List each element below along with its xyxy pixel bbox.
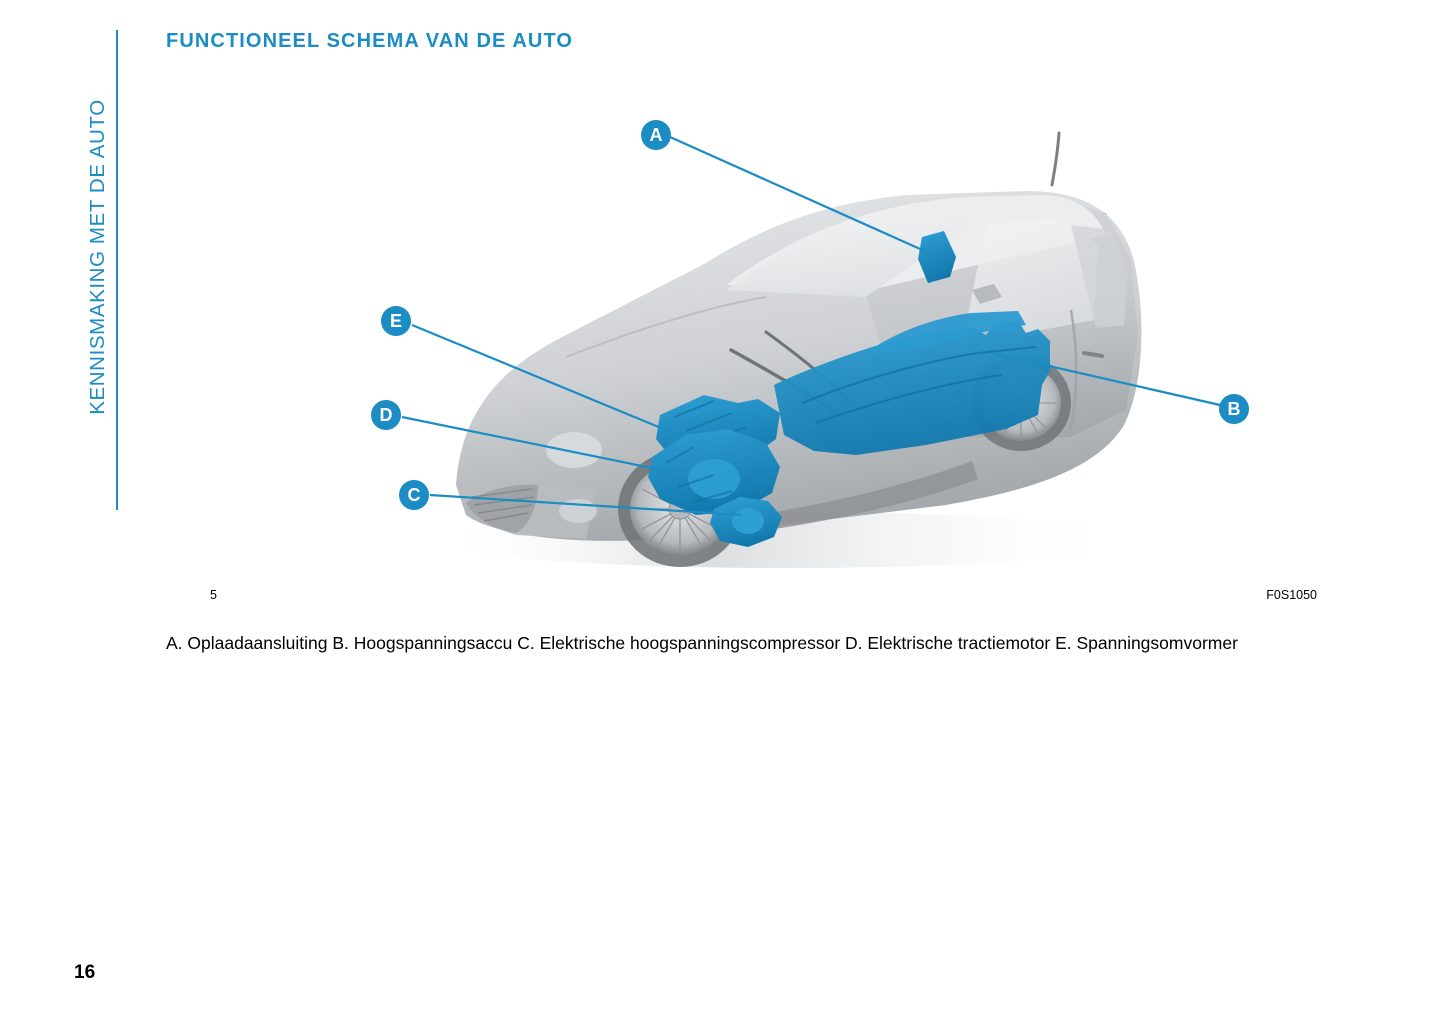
page-title: FUNCTIONEEL SCHEMA VAN DE AUTO [166, 30, 574, 52]
callout-label-a: A [649, 125, 663, 145]
figure-caption: A. Oplaadaansluiting B. Hoogspanningsaccu C. Elektrische hoogspanningscompressor D. Elektrische tractiemotor E. Spanningsomvormer [166, 633, 1238, 653]
chapter-tab-rule [116, 30, 118, 510]
callout-marker-e [381, 306, 411, 336]
callout-label-c: C [407, 485, 421, 505]
vehicle-schematic-figure [166, 85, 1316, 585]
callout-label-d: D [379, 405, 393, 425]
callout-label-e: E [389, 311, 403, 331]
headlight [546, 432, 602, 468]
callout-marker-b [1219, 394, 1249, 424]
chapter-tab-label: KENNISMAKING MET DE AUTO [86, 99, 109, 415]
figure-code: F0S1050 [1266, 588, 1317, 602]
page-number: 16 [74, 962, 96, 983]
callout-marker-c [399, 480, 429, 510]
callout-marker-d [371, 400, 401, 430]
chapter-side-tab [78, 30, 118, 510]
vehicle-schematic-illustration [166, 85, 1316, 585]
callout-label-b: B [1227, 399, 1241, 419]
roof-antenna [1052, 133, 1059, 185]
callout-marker-a [641, 120, 671, 150]
figure-number: 5 [210, 588, 217, 602]
